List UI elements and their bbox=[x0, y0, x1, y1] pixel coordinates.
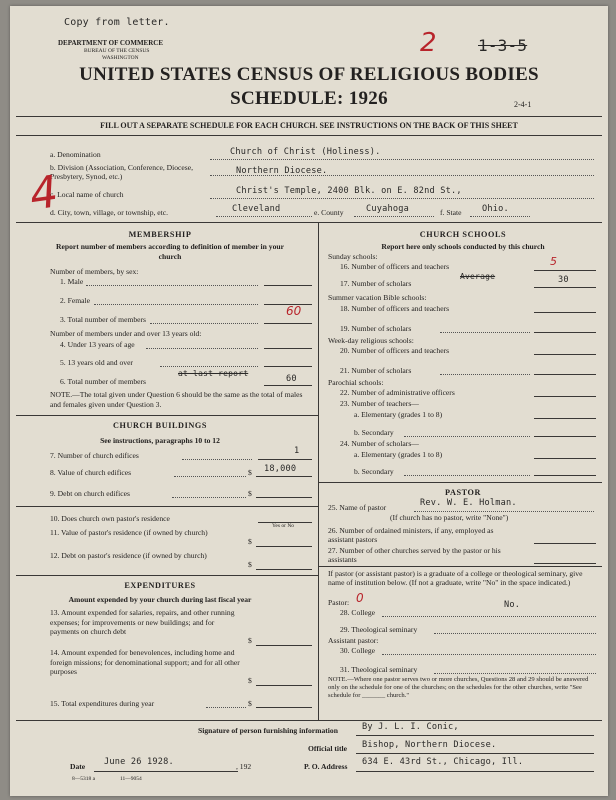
q25-label: 25. Name of pastor bbox=[328, 503, 387, 512]
q7-edifices-label: 7. Number of church edifices bbox=[50, 451, 139, 460]
state-value[interactable]: Ohio. bbox=[482, 204, 509, 214]
q6-total-label: 6. Total number of members bbox=[60, 377, 147, 386]
census-schedule-page bbox=[10, 6, 608, 796]
denomination-label: a. Denomination bbox=[50, 150, 101, 159]
schedule-year: SCHEDULE: 1926 bbox=[230, 88, 388, 109]
q15-dollar-sign: $ bbox=[248, 699, 252, 708]
local-name-value[interactable]: Christ's Temple, 2400 Blk. on E. 82nd St., bbox=[236, 186, 462, 196]
copy-note: Copy from letter. bbox=[64, 17, 170, 28]
q23-label: 23. Number of teachers— bbox=[340, 399, 419, 408]
state-label: f. State bbox=[440, 208, 462, 217]
q1-male-label: 1. Male bbox=[60, 277, 84, 286]
q3-total-label: 3. Total number of members bbox=[60, 315, 147, 324]
form-title: UNITED STATES CENSUS OF RELIGIOUS BODIES bbox=[79, 64, 539, 85]
q24-label: 24. Number of scholars— bbox=[340, 439, 419, 448]
city-label: d. City, town, village, or township, etc. bbox=[50, 208, 169, 217]
q6-insert-note: at last report bbox=[178, 369, 249, 378]
q26-label: 26. Number of ordained ministers, if any, employed as assistant pastors bbox=[328, 526, 494, 544]
q7-edifices-value[interactable]: 1 bbox=[294, 446, 300, 456]
q11-dollar-sign: $ bbox=[248, 537, 252, 546]
date-year-suffix: , 192 bbox=[236, 762, 252, 771]
q9-dollar-sign: $ bbox=[248, 489, 252, 498]
q23a-label: a. Elementary (grades 1 to 8) bbox=[354, 410, 443, 419]
separate-schedule-instruction: FILL OUT A SEPARATE SCHEDULE FOR EACH CHURCH. SEE INSTRUCTIONS ON THE BACK OF THIS SHEET bbox=[100, 121, 518, 130]
q8-dollar-sign: $ bbox=[248, 468, 252, 477]
city-name: WASHINGTON bbox=[102, 55, 139, 61]
county-value[interactable]: Cuyahoga bbox=[366, 204, 409, 214]
red-mark-annotation: 4 bbox=[26, 166, 62, 221]
members-by-sex-label: Number of members, by sex: bbox=[50, 267, 139, 276]
graduate-instruction: If pastor (or assistant pastor) is a graduate of a college or theological seminary, give name of institution below. (If not a graduate, write "No" in the space indicated.) bbox=[328, 569, 583, 587]
q22-label: 22. Number of administrative officers bbox=[340, 388, 455, 397]
q9-debt-label: 9. Debt on church edifices bbox=[50, 489, 130, 498]
q10-hint: Yes or No bbox=[272, 523, 295, 529]
q8-value-amount[interactable]: 18,000 bbox=[264, 464, 297, 474]
department-name: DEPARTMENT OF COMMERCE bbox=[58, 39, 164, 47]
q27-label: 27. Number of other churches served by the pastor or his assistants bbox=[328, 546, 501, 564]
summer-schools-label: Summer vacation Bible schools: bbox=[328, 293, 427, 302]
signature-value[interactable]: By J. L. I. Conic, bbox=[362, 722, 459, 732]
q30-label: 30. College bbox=[340, 646, 376, 655]
q16-value[interactable]: 5 bbox=[550, 255, 557, 268]
q20-label: 20. Number of officers and teachers bbox=[340, 346, 450, 355]
q5-13-and-over-label: 5. 13 years old and over bbox=[60, 358, 133, 367]
q24b-label: b. Secondary bbox=[354, 467, 394, 476]
schools-title: CHURCH SCHOOLS bbox=[419, 230, 507, 239]
membership-note: NOTE.—The total given under Question 6 should be the same as the total of males and females given under Question 3. bbox=[50, 390, 303, 409]
pastor-label: Pastor: bbox=[328, 598, 350, 607]
q11-residence-value-label: 11. Value of pastor's residence (if owned by church) bbox=[50, 528, 208, 537]
signature-label: Signature of person furnishing information bbox=[198, 726, 338, 735]
assistant-pastor-label: Assistant pastor: bbox=[328, 636, 379, 645]
q13-expenses-label: 13. Amount expended for salaries, repairs, and other running expenses; for improvements or new buildings; and for payments on church debt bbox=[50, 608, 235, 636]
date-value[interactable]: June 26 1928. bbox=[104, 757, 174, 767]
q18-label: 18. Number of officers and teachers bbox=[340, 304, 450, 313]
red-number-annotation: 2 bbox=[420, 28, 437, 58]
address-label: P. O. Address bbox=[304, 762, 348, 771]
division-value[interactable]: Northern Diocese. bbox=[236, 166, 328, 176]
county-label: e. County bbox=[314, 208, 344, 217]
pastor-note: NOTE.—Where one pastor serves two or more churches, Questions 28 and 29 should be answered only on the schedule for one of the churches; on the schedules for the other churches, write "See schedule for _______ church." bbox=[328, 676, 589, 699]
q29-label: 29. Theological seminary bbox=[340, 625, 418, 634]
under-over-label: Number of members under and over 13 years old: bbox=[50, 329, 202, 338]
q25-hint: (If church has no pastor, write "None") bbox=[390, 513, 509, 522]
expenditures-subtitle: Amount expended by your church during last fiscal year bbox=[68, 595, 252, 604]
q17-value[interactable]: 30 bbox=[558, 275, 569, 285]
denomination-value[interactable]: Church of Christ (Holiness). bbox=[230, 147, 381, 157]
expenditures-title: EXPENDITURES bbox=[124, 581, 196, 590]
q16-label: 16. Number of officers and teachers bbox=[340, 262, 450, 271]
q21-label: 21. Number of scholars bbox=[340, 366, 412, 375]
q14-benevolences-label: 14. Amount expended for benevolences, including home and foreign missions; for denominational support; and for all other purposes bbox=[50, 648, 240, 676]
sunday-schools-label: Sunday schools: bbox=[328, 252, 378, 261]
form-code: 8—5318 a bbox=[72, 776, 96, 782]
q10-residence-label: 10. Does church own pastor's residence bbox=[50, 514, 170, 523]
local-name-label: c. Local name of church bbox=[50, 190, 124, 199]
q14-dollar-sign: $ bbox=[248, 676, 252, 685]
membership-title: MEMBERSHIP bbox=[128, 230, 192, 239]
q15-total-label: 15. Total expenditures during year bbox=[50, 699, 155, 708]
q3-total-value[interactable]: 60 bbox=[286, 304, 302, 318]
form-number: 2-4-1 bbox=[514, 100, 532, 109]
q17-label: 17. Number of scholars bbox=[340, 279, 412, 288]
buildings-subtitle: See instructions, paragraphs 10 to 12 bbox=[100, 436, 220, 445]
q8-value-label: 8. Value of church edifices bbox=[50, 468, 132, 477]
date-label: Date bbox=[70, 762, 86, 771]
schools-subtitle: Report here only schools conducted by this church bbox=[381, 242, 545, 251]
pastor-title: PASTOR bbox=[444, 488, 482, 497]
q6-total-value[interactable]: 60 bbox=[286, 374, 297, 384]
buildings-title: CHURCH BUILDINGS bbox=[113, 421, 207, 430]
q19-label: 19. Number of scholars bbox=[340, 324, 412, 333]
q12-dollar-sign: $ bbox=[248, 560, 252, 569]
q28-label: 28. College bbox=[340, 608, 376, 617]
struck-code: 1-3-5 bbox=[478, 36, 528, 55]
q13-dollar-sign: $ bbox=[248, 636, 252, 645]
q31-label: 31. Theological seminary bbox=[340, 665, 418, 674]
parochial-schools-label: Parochial schools: bbox=[328, 378, 384, 387]
city-value[interactable]: Cleveland bbox=[232, 204, 281, 214]
division-label: b. Division (Association, Conference, Diocese, Presbytery, Synod, etc.) bbox=[50, 163, 193, 181]
membership-subtitle: Report number of members according to definition of member in your church bbox=[56, 242, 284, 261]
q2-female-label: 2. Female bbox=[60, 296, 90, 305]
official-title-value[interactable]: Bishop, Northern Diocese. bbox=[362, 740, 497, 750]
bureau-name: BUREAU OF THE CENSUS bbox=[84, 48, 150, 54]
q23b-label: b. Secondary bbox=[354, 428, 394, 437]
q28-value[interactable]: No. bbox=[504, 600, 521, 610]
weekday-schools-label: Week-day religious schools: bbox=[328, 336, 414, 345]
q25-pastor-name[interactable]: Rev. W. E. Holman. bbox=[420, 498, 517, 508]
q12-residence-debt-label: 12. Debt on pastor's residence (if owned by church) bbox=[50, 551, 207, 560]
form-code-2: 11—9054 bbox=[120, 776, 142, 782]
q17-average-note: Average bbox=[460, 272, 496, 281]
q24a-label: a. Elementary (grades 1 to 8) bbox=[354, 450, 443, 459]
address-value[interactable]: 634 E. 43rd St., Chicago, Ill. bbox=[362, 757, 524, 767]
pastor-mark: 0 bbox=[356, 591, 364, 605]
official-title-label: Official title bbox=[308, 744, 348, 753]
q4-under-13-label: 4. Under 13 years of age bbox=[60, 340, 135, 349]
